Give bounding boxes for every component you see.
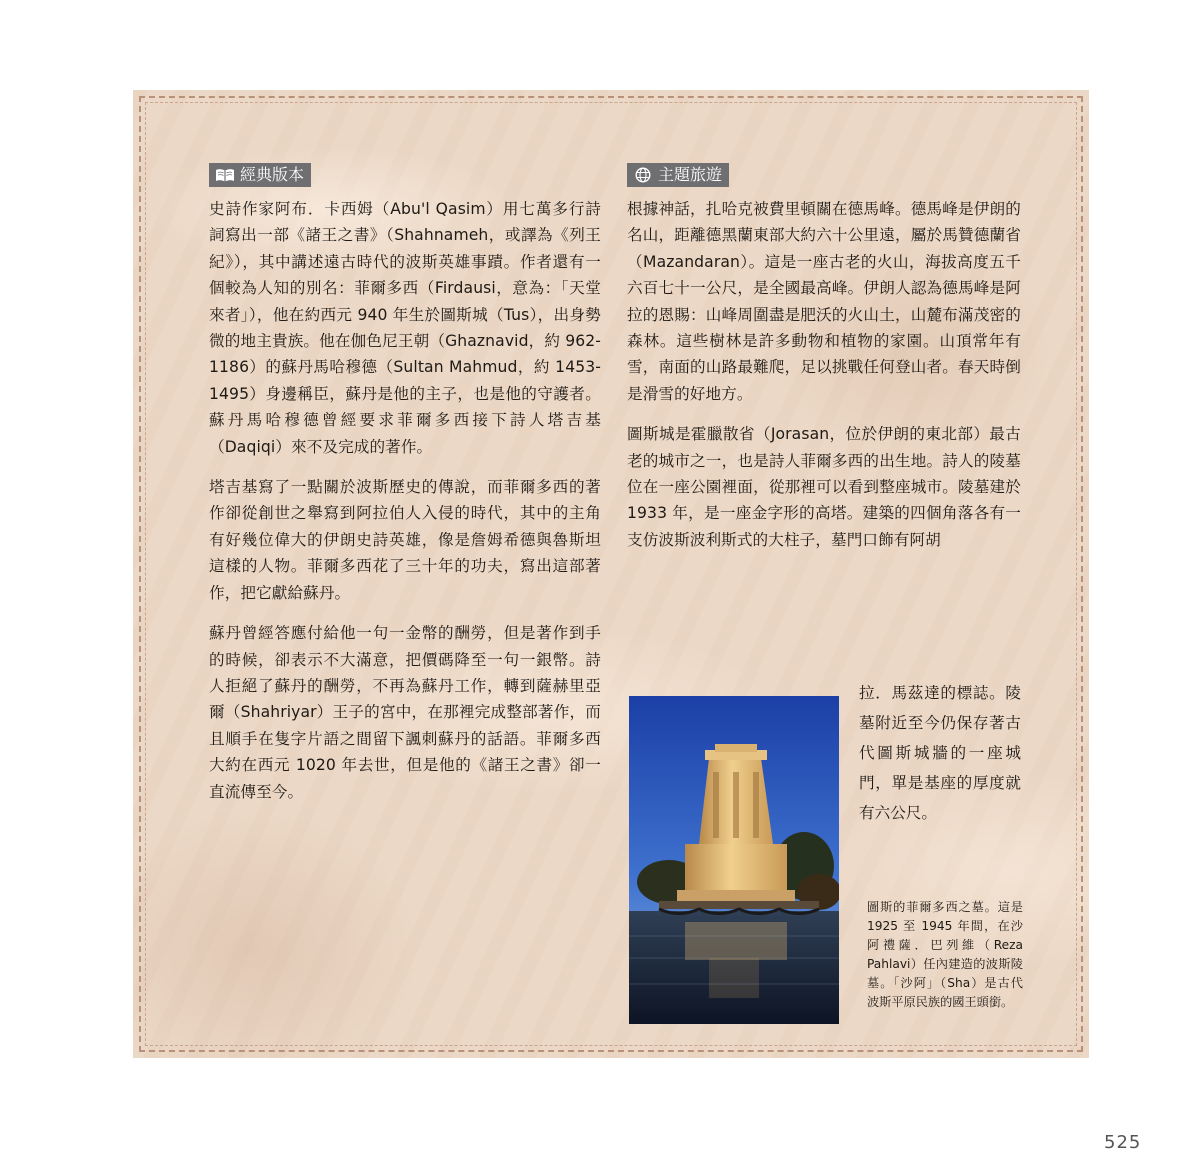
photo-caption: 圖斯的菲爾多西之墓。這是 1925 至 1945 年間，在沙阿禮薩．巴列維（Reza Pahlavi）任內建造的波斯陵墓。「沙阿」（Sha）是古代波斯平原民族的國王頭銜。 [867, 900, 1023, 1009]
classic-edition-header [209, 163, 311, 187]
page-number: 525 [1104, 1132, 1142, 1153]
paragraph: 塔吉基寫了一點關於波斯歷史的傳說，而菲爾多西的著作卻從創世之舉寫到阿拉伯人入侵的時代，其中的主角有好幾位偉大的伊朗史詩英雄，像是詹姆希德與魯斯坦這樣的人物。菲爾多西花了三十年的功夫，寫出這部著作，把它獻給蘇丹。 [209, 478, 601, 602]
classic-edition-title: 經典版本 [240, 165, 305, 184]
globe-icon [633, 167, 653, 183]
theme-travel-header [627, 163, 729, 187]
photo-side-text: 拉．馬茲達的標誌。陵墓附近至今仍保存著古代圖斯城牆的一座城門，單是基座的厚度就有六公尺。 [859, 684, 1021, 822]
theme-travel-title: 主題旅遊 [658, 165, 723, 184]
paragraph: 史詩作家阿布．卡西姆（Abu'l Qasim）用七萬多行詩詞寫出一部《諸王之書》（Shahnameh，或譯為《列王紀》），其中講述遠古時代的波斯英雄事蹟。作者還有一個較為人知的別名：菲爾多西（Firdausi，意為：「天堂來者」），他在約西元 940 年生於圖斯城（Tus），出身勢微的地主貴族。他在伽色尼王朝（Ghaznavid，約 962-1186）的蘇丹馬哈穆德（Sultan Mahmud，約 1453-1495）身邊稱臣，蘇丹是他的主子，也是他的守護者。蘇丹馬哈穆德曾經要求菲爾多西接下詩人塔吉基（Daqiqi）來不及完成的著作。 [209, 200, 601, 456]
open-book-icon [215, 167, 235, 183]
paragraph: 根據神話，扎哈克被費里頓關在德馬峰。德馬峰是伊朗的名山，距離德黑蘭東部大約六十公里遠，屬於馬贊德蘭省（Mazandaran）。這是一座古老的火山，海拔高度五千六百七十一公尺，是全國最高峰。伊朗人認為德馬峰是阿拉的恩賜：山峰周圍盡是肥沃的火山土，山麓布滿茂密的森林。這些樹林是許多動物和植物的家園。山頂常年有雪，南面的山路最難爬，足以挑戰任何登山者。春天時倒是滑雪的好地方。 [627, 200, 1021, 403]
paragraph: 蘇丹曾經答應付給他一句一金幣的酬勞，但是著作到手的時候，卻表示不大滿意，把價碼降至一句一銀幣。詩人拒絕了蘇丹的酬勞，不再為蘇丹工作，轉到薩赫里亞爾（Shahriyar）王子的宮中，在那裡完成整部著作，而且順手在隻字片語之間留下諷刺蘇丹的話語。菲爾多西大約在西元 1020 年去世，但是他的《諸王之書》卻一直流傳至今。 [209, 624, 601, 801]
content-panel [133, 90, 1089, 1058]
theme-travel-column [627, 163, 1021, 567]
classic-edition-column [209, 163, 601, 819]
tomb-of-ferdowsi-photo [629, 696, 839, 1024]
tomb-photo-illustration [629, 696, 839, 1024]
paragraph: 圖斯城是霍臘散省（Jorasan，位於伊朗的東北部）最古老的城市之一，也是詩人菲爾多西的出生地。詩人的陵墓位在一座公園裡面，從那裡可以看到整座城市。陵墓建於 1933 年，是一座金字形的高塔。建築的四個角落各有一支仿波斯波利斯式的大柱子，墓門口飾有阿胡 [627, 425, 1021, 549]
